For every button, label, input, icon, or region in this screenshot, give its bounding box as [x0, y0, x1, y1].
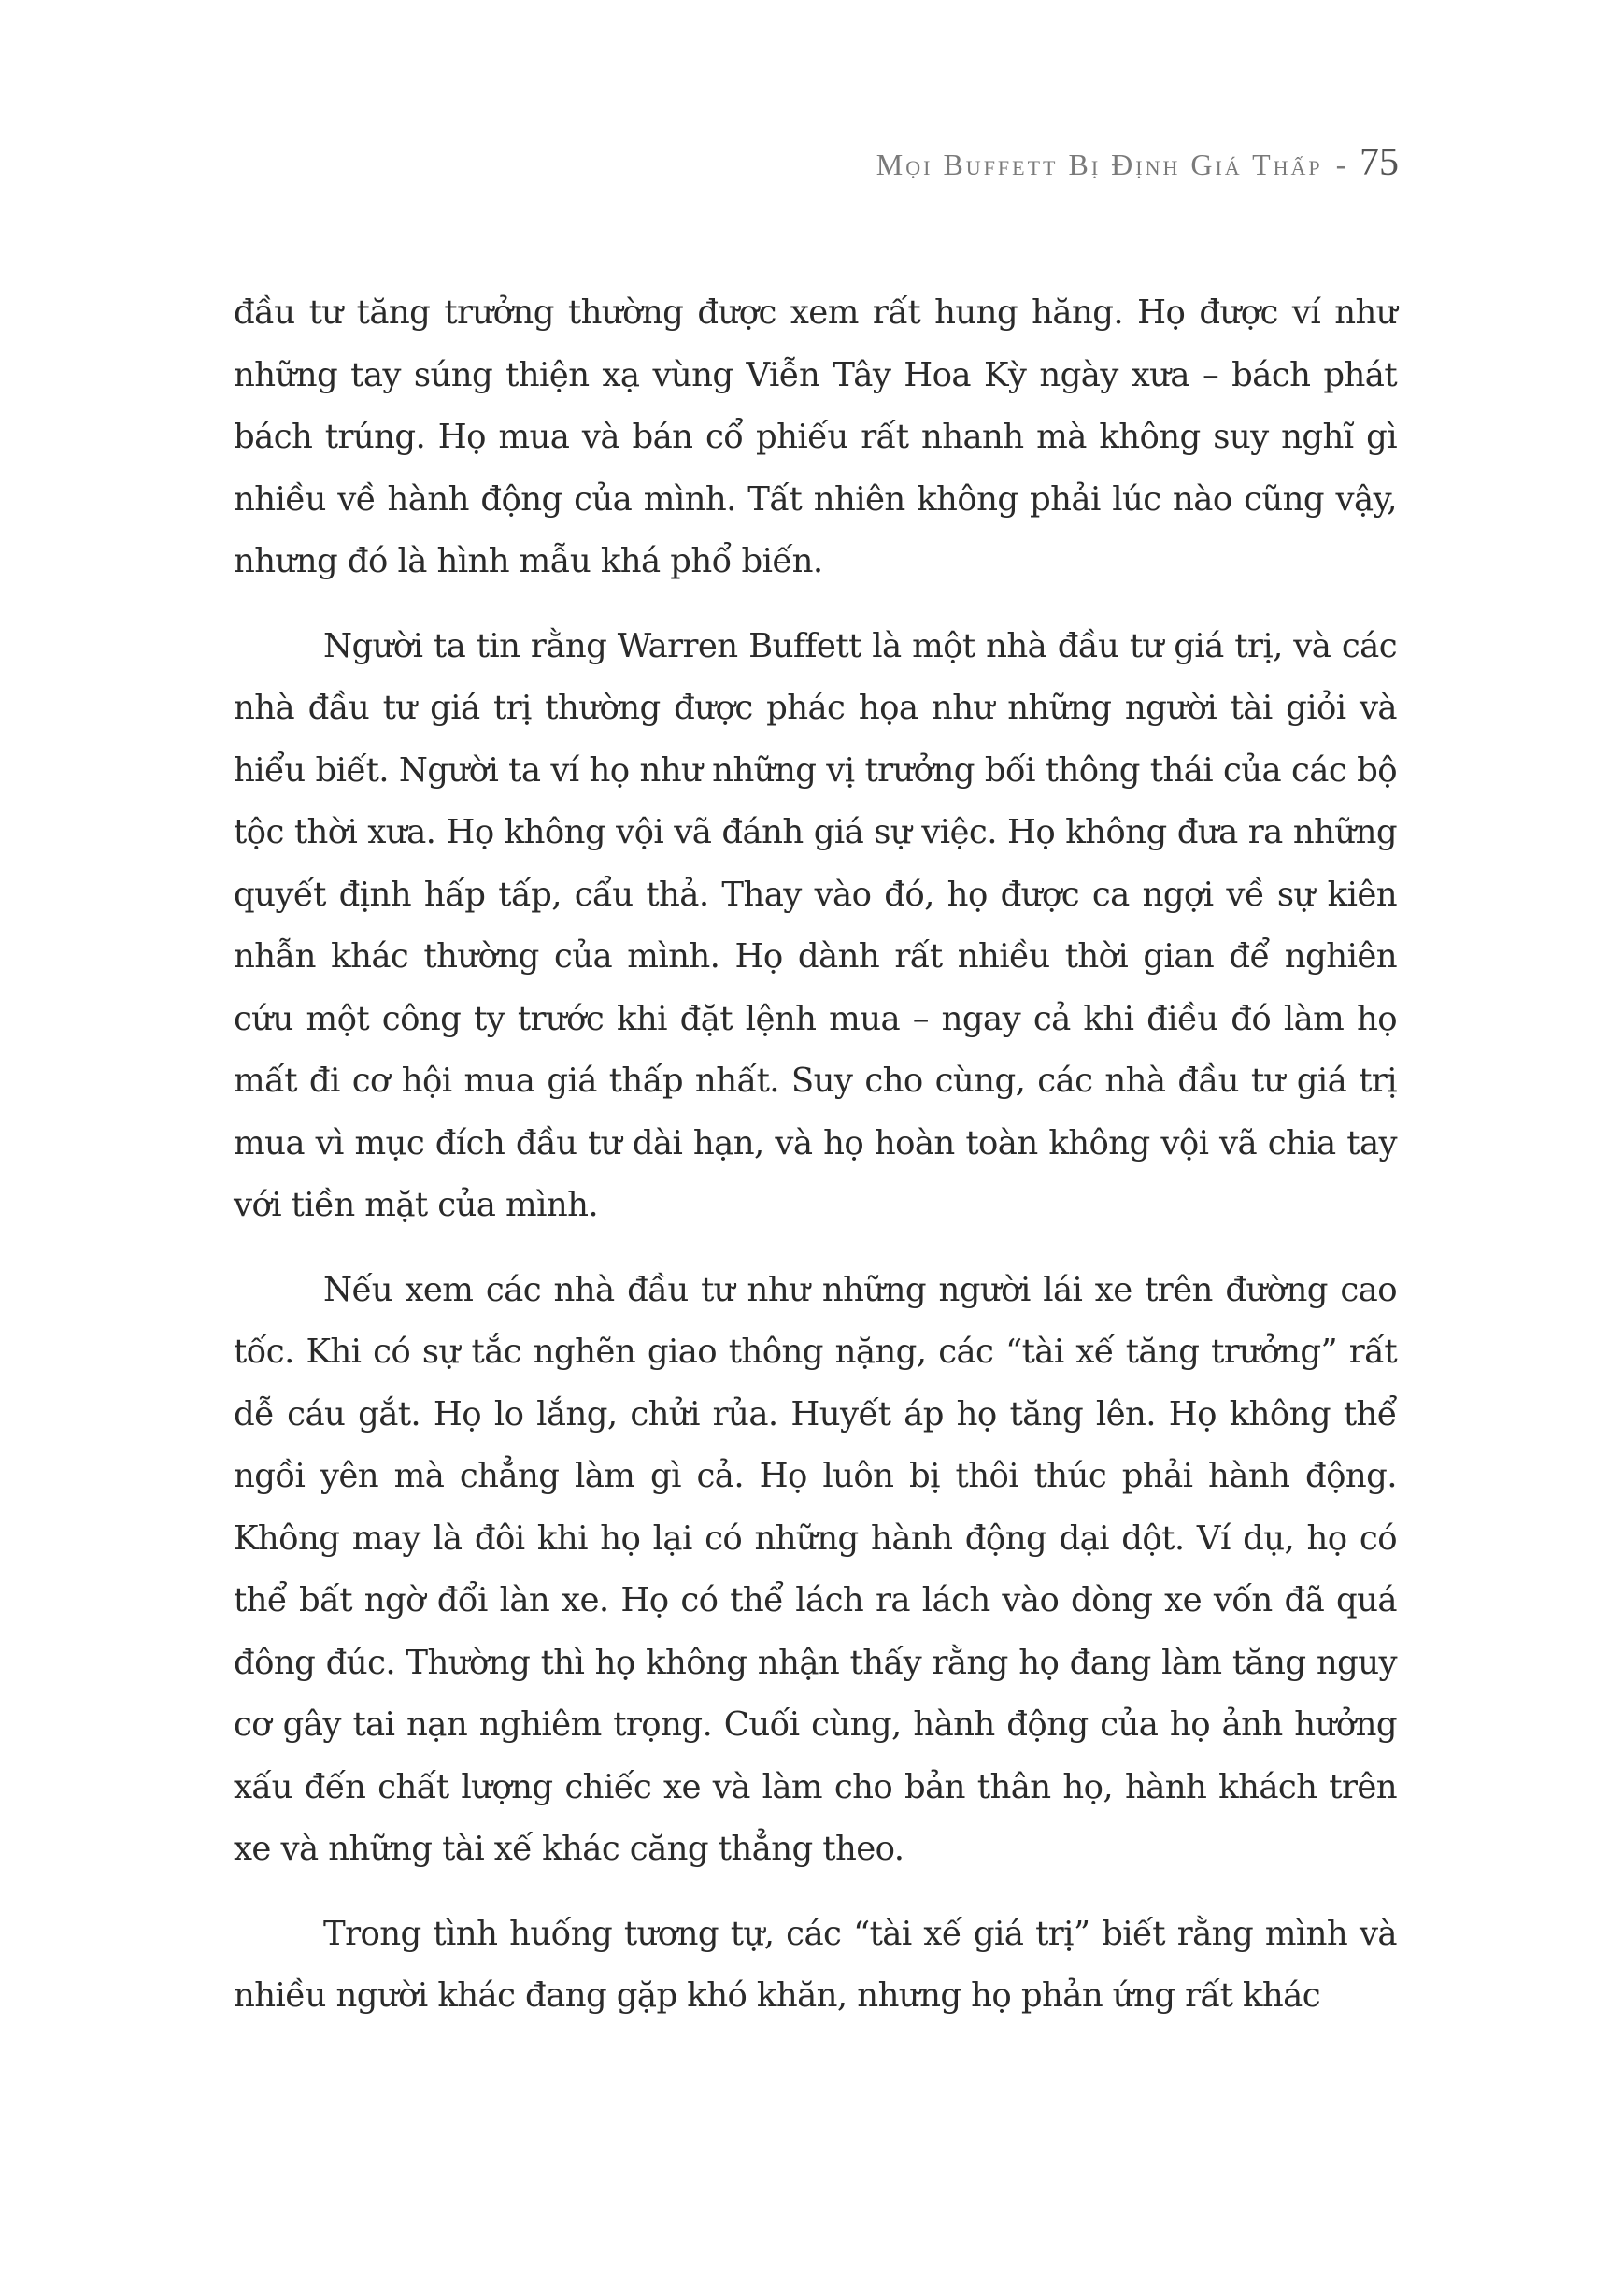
paragraph-1: đầu tư tăng trưởng thường được xem rất hung hăng. Họ được ví như những tay súng thiện xạ vùng Viễn Tây Hoa Kỳ ngày xưa – bách phát bách trúng. Họ mua và bán cổ phiếu rất nhanh mà không suy nghĩ gì nhiều về hành động của mình. Tất nhiên không phải lúc nào cũng vậy, nhưng đó là hình mẫu khá phổ biến.	[234, 293, 1397, 580]
running-header-title: Mọi Buffett Bị Định Giá Thấp	[876, 148, 1323, 181]
running-header-separator: -	[1335, 148, 1346, 182]
page-number: 75	[1360, 141, 1399, 184]
body-text	[234, 282, 1397, 2028]
running-header	[876, 140, 1399, 185]
paragraph-2: Người ta tin rằng Warren Buffett là một nhà đầu tư giá trị, và các nhà đầu tư giá trị thường được phác họa như những người tài giỏi và hiểu biết. Người ta ví họ như những vị trưởng bối thông thái của các bộ tộc thời xưa. Họ không vội vã đánh giá sự việc. Họ không đưa ra những quyết định hấp tấp, cẩu thả. Thay vào đó, họ được ca ngợi về sự kiên nhẫn khác thường của mình. Họ dành rất nhiều thời gian để nghiên cứu một công ty trước khi đặt lệnh mua – ngay cả khi điều đó làm họ mất đi cơ hội mua giá thấp nhất. Suy cho cùng, các nhà đầu tư giá trị mua vì mục đích đầu tư dài hạn, và họ hoàn toàn không vội vã chia tay với tiền mặt của mình.	[234, 626, 1397, 1224]
paragraph-3: Nếu xem các nhà đầu tư như những người lái xe trên đường cao tốc. Khi có sự tắc nghẽn giao thông nặng, các “tài xế tăng trưởng” rất dễ cáu gắt. Họ lo lắng, chửi rủa. Huyết áp họ tăng lên. Họ không thể ngồi yên mà chẳng làm gì cả. Họ luôn bị thôi thúc phải hành động. Không may là đôi khi họ lại có những hành động dại dột. Ví dụ, họ có thể bất ngờ đổi làn xe. Họ có thể lách ra lách vào dòng xe vốn đã quá đông đúc. Thường thì họ không nhận thấy rằng họ đang làm tăng nguy cơ gây tai nạn nghiêm trọng. Cuối cùng, hành động của họ ảnh hưởng xấu đến chất lượng chiếc xe và làm cho bản thân họ, hành khách trên xe và những tài xế khác căng thẳng theo.	[234, 1270, 1397, 1868]
paragraph-4: Trong tình huống tương tự, các “tài xế giá trị” biết rằng mình và nhiều người khác đang gặp khó khăn, nhưng họ phản ứng rất khác	[234, 1914, 1397, 2015]
